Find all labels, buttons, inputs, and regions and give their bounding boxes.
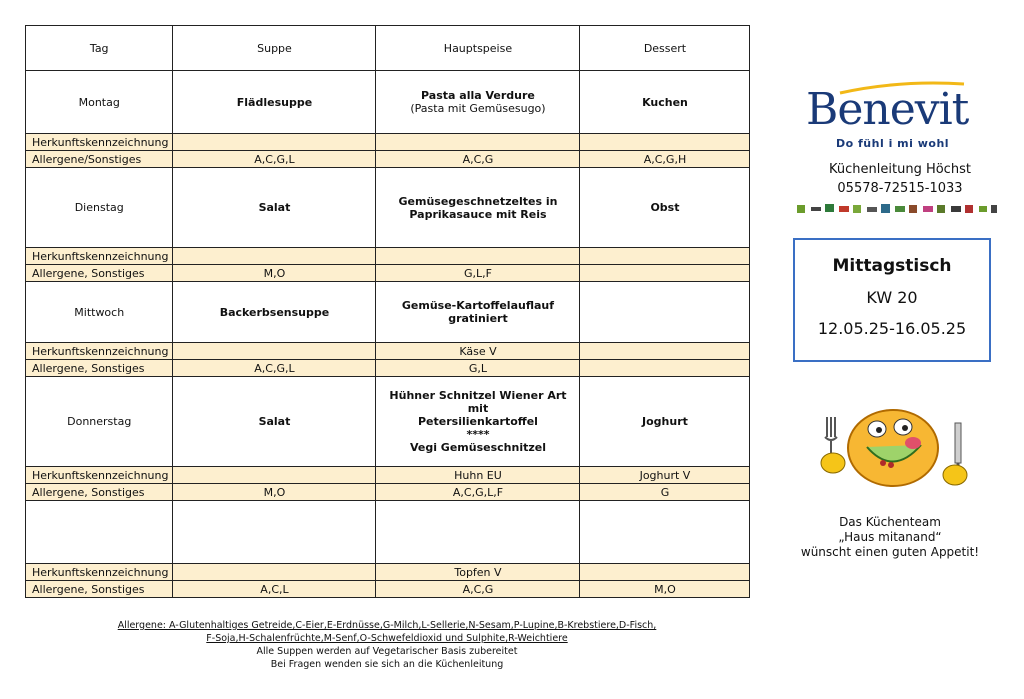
allergen-row-main: A,C,G,L,F [376,484,580,501]
main-dish-cell [376,501,580,564]
allergen-row-dessert: G [580,484,750,501]
origin-row-soup [173,134,376,151]
origin-row-label: Herkunftskennzeichnung [26,564,173,581]
day-name: Donnerstag [26,377,173,467]
kitchen-contact [800,160,1000,198]
team-greeting [790,515,990,560]
allergen-row-soup: A,C,G,L [173,360,376,377]
origin-row-soup [173,248,376,265]
origin-row-dessert [580,343,750,360]
origin-row-main: Topfen V [376,564,580,581]
header-soup: Suppe [173,26,376,71]
allergen-row-dessert: M,O [580,581,750,598]
origin-row-soup [173,564,376,581]
day-name: Montag [26,71,173,134]
dessert-cell: Obst [580,168,750,248]
allergen-row-soup: M,O [173,484,376,501]
origin-row-soup [173,343,376,360]
main-dish-line: Petersilienkartoffel [418,415,538,428]
allergen-row [26,484,750,501]
origin-row-dessert [580,134,750,151]
benevit-logo [806,84,968,135]
allergen-row-main: G,L [376,360,580,377]
origin-row-dessert: Joghurt V [580,467,750,484]
main-dish-line: **** [466,428,490,441]
date-range: 12.05.25-16.05.25 [817,319,967,338]
main-dish-cell [376,168,580,248]
day-name: Mittwoch [26,282,173,343]
day-row [26,377,750,467]
origin-row-label: Herkunftskennzeichnung [26,248,173,265]
day-row [26,71,750,134]
menu-table [25,25,750,598]
origin-row-label: Herkunftskennzeichnung [26,134,173,151]
header-row [26,26,750,71]
allergen-row-main: A,C,G [376,581,580,598]
allergen-row [26,265,750,282]
day-row [26,501,750,564]
dessert-cell: Joghurt [580,377,750,467]
dessert-cell: Kuchen [580,71,750,134]
smiley-chef-icon [805,403,975,503]
allergen-legend-line-2: F-Soja,H-Schalenfrüchte,M-Senf,O-Schwefeldioxid und Sulphite,R-Weichtiere [206,633,568,644]
allergen-row [26,151,750,168]
main-dish-cell [376,282,580,343]
allergen-row-main: G,L,F [376,265,580,282]
allergen-row-label: Allergene, Sonstiges [26,484,173,501]
allergen-row-soup: A,C,L [173,581,376,598]
origin-row [26,343,750,360]
origin-row-dessert [580,564,750,581]
footer [25,619,749,671]
origin-row-main [376,134,580,151]
main-dish-line: Paprikasauce mit Reis [409,207,547,221]
origin-row-main [376,248,580,265]
team-line-1: Das Küchenteam [839,515,941,529]
allergen-row [26,360,750,377]
origin-row-main: Huhn EU [376,467,580,484]
origin-row-main: Käse V [376,343,580,360]
main-dish-line: Gemüse-Kartoffelauflauf gratiniert [401,299,555,325]
origin-row-label: Herkunftskennzeichnung [26,343,173,360]
main-dish-line: Hühner Schnitzel Wiener Art mit [389,389,567,415]
header-main: Hauptspeise [376,26,580,71]
header-dessert: Dessert [580,26,750,71]
main-dish-description: (Pasta mit Gemüsesugo) [410,102,546,115]
allergen-row-main: A,C,G [376,151,580,168]
main-dish-line: Pasta alla Verdure [421,89,535,102]
day-name [26,501,173,564]
mittagstisch-box [793,238,991,362]
origin-row [26,467,750,484]
dessert-cell [580,282,750,343]
contact-note: Bei Fragen wenden sie sich an die Küchenleitung [270,659,504,670]
allergen-row-soup: M,O [173,265,376,282]
origin-row [26,134,750,151]
allergen-row-label: Allergene, Sonstiges [26,360,173,377]
origin-row-dessert [580,248,750,265]
main-dish-line: Gemüsegeschnetzeltes in [398,194,558,208]
allergen-legend-line-1: Allergene: A-Glutenhaltiges Getreide,C-Eier,E-Erdnüsse,G-Milch,L-Sellerie,N-Sesam,P-Lupine,B-Krebstiere,D-Fisch, [117,620,657,631]
allergen-row-soup: A,C,G,L [173,151,376,168]
main-dish-cell [376,377,580,467]
origin-row [26,564,750,581]
soup-cell: Backerbsensuppe [173,282,376,343]
allergen-row [26,581,750,598]
main-dish-line: Vegi Gemüseschnitzel [409,441,546,454]
logo-text-part1: Bene [806,84,915,135]
logo-text-part2: vit [914,84,969,135]
allergen-row-label: Allergene/Sonstiges [26,151,173,168]
box-title: Mittagstisch [832,256,952,276]
soup-note: Alle Suppen werden auf Vegetarischer Basis zubereitet [256,646,518,657]
kitchen-phone: 05578-72515-1033 [837,181,963,196]
soup-cell: Salat [173,377,376,467]
soup-cell [173,501,376,564]
origin-row [26,248,750,265]
main-dish-cell [376,71,580,134]
origin-row-soup [173,467,376,484]
soup-cell: Flädlesuppe [173,71,376,134]
logo-slogan: Do fühl i mi wohl [836,137,950,150]
origin-row-label: Herkunftskennzeichnung [26,467,173,484]
day-name: Dienstag [26,168,173,248]
calendar-week: KW 20 [866,288,918,307]
allergen-row-label: Allergene, Sonstiges [26,581,173,598]
team-line-3: wünscht einen guten Appetit! [800,545,980,559]
team-line-2: „Haus mitanand“ [838,530,942,544]
dessert-cell [580,501,750,564]
allergen-row-dessert [580,265,750,282]
food-icons-row [795,201,1000,215]
food-icon-strip [797,204,997,213]
day-row [26,282,750,343]
soup-cell: Salat [173,168,376,248]
kitchen-name: Küchenleitung Höchst [829,162,971,177]
allergen-row-dessert: A,C,G,H [580,151,750,168]
day-row [26,168,750,248]
allergen-row-dessert [580,360,750,377]
header-day: Tag [26,26,173,71]
allergen-row-label: Allergene, Sonstiges [26,265,173,282]
